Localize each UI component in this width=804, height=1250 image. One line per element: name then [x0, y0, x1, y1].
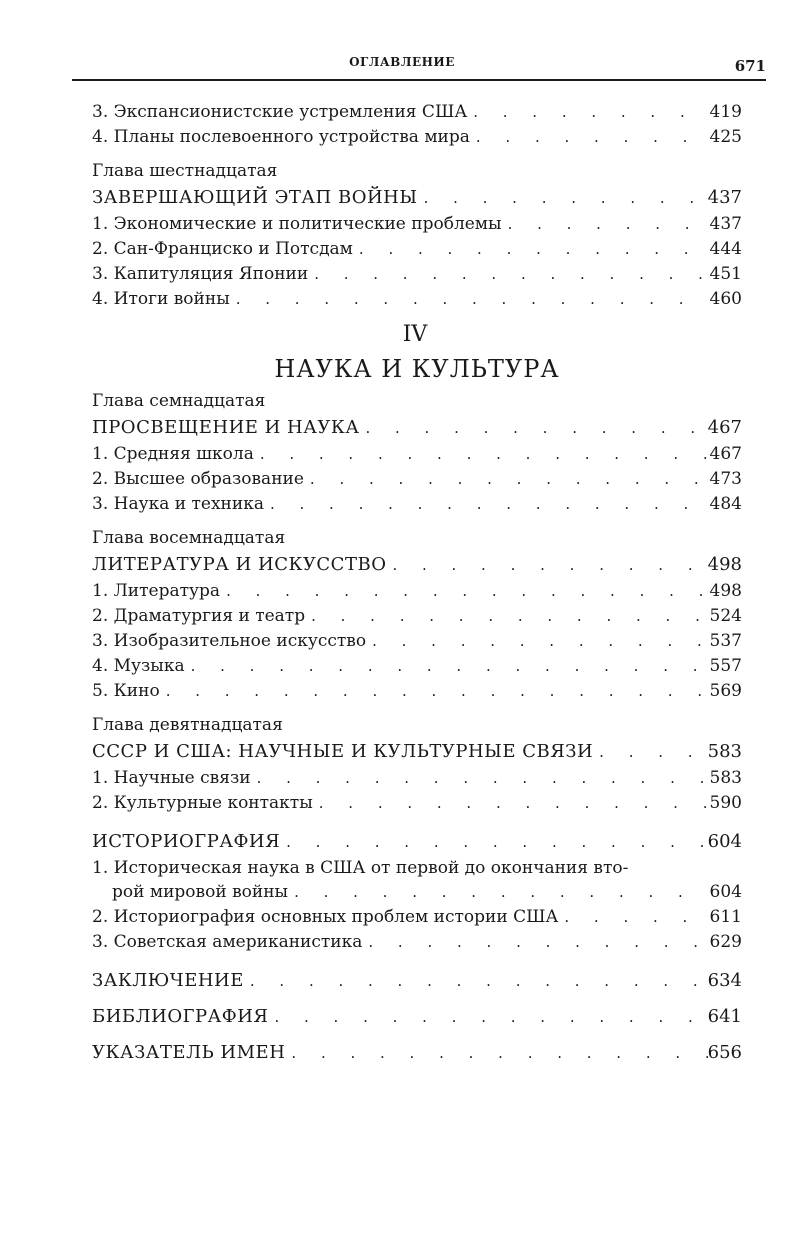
dot-leader — [308, 262, 708, 287]
entry-title: 5. Кино — [92, 681, 160, 701]
chapter-heading[interactable] — [92, 184, 742, 212]
entry-title: 1. Экономические и политические проблемы — [92, 214, 502, 234]
entry-page: 604 — [707, 831, 742, 852]
section-title: ИСТОРИОГРАФИЯ — [92, 831, 281, 852]
entry-page: 460 — [709, 289, 742, 309]
section-heading[interactable] — [92, 1003, 742, 1031]
toc-entry[interactable] — [92, 492, 742, 517]
chapter-label: Глава семнадцатая — [92, 391, 266, 411]
toc-entry[interactable] — [92, 467, 742, 492]
chapter-heading[interactable] — [92, 738, 742, 766]
dot-leader — [280, 828, 708, 856]
entry-title: 3. Капитуляция Японии — [92, 264, 309, 284]
entry-page: 451 — [709, 264, 742, 284]
dot-leader — [593, 738, 707, 766]
dot-leader — [362, 930, 708, 955]
dot-leader — [268, 1003, 707, 1031]
chapter-title: ЗАВЕРШАЮЩИЙ ЭТАП ВОЙНЫ — [92, 187, 418, 208]
part-title: НАУКА И КУЛЬТУРА — [274, 355, 560, 383]
entry-title: 3. Советская американистика — [92, 932, 363, 952]
section-heading[interactable] — [92, 1039, 742, 1067]
dot-leader — [386, 551, 707, 579]
entry-title: 4. Итоги войны — [92, 289, 230, 309]
running-header-title: ОГЛАВЛЕНИЕ — [349, 55, 455, 69]
dot-leader — [230, 287, 708, 312]
dot-leader — [264, 492, 708, 517]
entry-page: 419 — [709, 102, 742, 122]
toc-entry[interactable] — [92, 629, 742, 654]
toc-entry-line[interactable]: 1. Историческая наука в США от первой до окончания вто- — [92, 858, 629, 878]
entry-page: 629 — [709, 932, 742, 952]
entry-page: 524 — [709, 606, 742, 626]
part-number: IV — [402, 322, 428, 347]
entry-page: 569 — [709, 681, 742, 701]
entry-title: 4. Планы послевоенного устройства мира — [92, 127, 470, 147]
section-heading[interactable] — [92, 828, 742, 856]
chapter-title: СССР И США: НАУЧНЫЕ И КУЛЬТУРНЫЕ СВЯЗИ — [92, 741, 594, 762]
toc-entry[interactable] — [92, 766, 742, 791]
entry-page: 611 — [709, 907, 742, 927]
dot-leader — [558, 905, 708, 930]
dot-leader — [254, 442, 708, 467]
entry-title: рой мировой войны — [112, 882, 289, 902]
entry-title: 1. Средняя школа — [92, 444, 254, 464]
toc-entry[interactable] — [92, 905, 742, 930]
toc-entry[interactable] — [92, 442, 742, 467]
dot-leader — [220, 579, 708, 604]
dot-leader — [244, 967, 708, 995]
section-title: УКАЗАТЕЛЬ ИМЕН — [92, 1042, 286, 1063]
table-of-contents — [92, 100, 742, 1067]
entry-page: 444 — [709, 239, 742, 259]
dot-leader — [305, 604, 708, 629]
chapter-label: Глава шестнадцатая — [92, 161, 278, 181]
toc-entry[interactable] — [92, 679, 742, 704]
entry-title: 3. Изобразительное искусство — [92, 631, 367, 651]
chapter-label: Глава восемнадцатая — [92, 528, 286, 548]
entry-page: 604 — [709, 882, 742, 902]
toc-entry[interactable] — [92, 237, 742, 262]
entry-page: 467 — [709, 444, 742, 464]
entry-page: 425 — [709, 127, 742, 147]
entry-title: 1. Научные связи — [92, 768, 251, 788]
entry-page: 656 — [707, 1042, 742, 1063]
dot-leader — [366, 629, 708, 654]
chapter-title: ПРОСВЕЩЕНИЕ И НАУКА — [92, 417, 360, 438]
toc-entry[interactable] — [92, 100, 742, 125]
section-title: ЗАКЛЮЧЕНИЕ — [92, 970, 244, 991]
entry-title: 3. Экспансионистские устремления США — [92, 102, 468, 122]
dot-leader — [418, 184, 708, 212]
entry-page: 641 — [707, 1006, 742, 1027]
dot-leader — [470, 125, 708, 150]
section-heading[interactable] — [92, 967, 742, 995]
entry-title: 2. Сан-Франциско и Потсдам — [92, 239, 353, 259]
dot-leader — [251, 766, 708, 791]
dot-leader — [185, 654, 708, 679]
entry-page: 537 — [709, 631, 742, 651]
entry-page: 437 — [709, 214, 742, 234]
entry-page: 467 — [707, 417, 742, 438]
entry-title: 3. Наука и техника — [92, 494, 264, 514]
entry-title: 2. Высшее образование — [92, 469, 304, 489]
chapter-label: Глава девятнадцатая — [92, 715, 283, 735]
toc-entry[interactable] — [92, 930, 742, 955]
entry-page: 498 — [707, 554, 742, 575]
entry-title: 2. Драматургия и театр — [92, 606, 306, 626]
entry-title: 1. Литература — [92, 581, 221, 601]
toc-entry[interactable] — [92, 287, 742, 312]
dot-leader — [304, 467, 708, 492]
toc-entry[interactable] — [92, 125, 742, 150]
entry-page: 557 — [709, 656, 742, 676]
page-number: 671 — [734, 57, 766, 75]
toc-entry[interactable] — [92, 579, 742, 604]
entry-title: 2. Культурные контакты — [92, 793, 313, 813]
dot-leader — [502, 212, 708, 237]
entry-page: 583 — [707, 741, 742, 762]
entry-page: 590 — [709, 793, 742, 813]
toc-entry[interactable] — [92, 262, 742, 287]
entry-page: 583 — [709, 768, 742, 788]
entry-page: 634 — [707, 970, 742, 991]
entry-title: 4. Музыка — [92, 656, 185, 676]
toc-entry[interactable] — [92, 654, 742, 679]
chapter-title: ЛИТЕРАТУРА И ИСКУССТВО — [92, 554, 387, 575]
entry-page: 498 — [709, 581, 742, 601]
dot-leader — [313, 791, 708, 816]
dot-leader — [467, 100, 708, 125]
dot-leader — [353, 237, 708, 262]
entry-page: 437 — [707, 187, 742, 208]
header-rule — [72, 79, 766, 81]
chapter-heading[interactable] — [92, 551, 742, 579]
chapter-heading[interactable] — [92, 414, 742, 442]
entry-page: 484 — [709, 494, 742, 514]
toc-entry[interactable] — [92, 791, 742, 816]
toc-entry[interactable] — [92, 880, 742, 905]
entry-page: 473 — [709, 469, 742, 489]
toc-entry[interactable] — [92, 212, 742, 237]
dot-leader — [160, 679, 708, 704]
dot-leader — [288, 880, 708, 905]
entry-title: 2. Историография основных проблем истории США — [92, 907, 559, 927]
dot-leader — [359, 414, 707, 442]
section-title: БИБЛИОГРАФИЯ — [92, 1006, 269, 1027]
toc-entry[interactable] — [92, 604, 742, 629]
dot-leader — [285, 1039, 707, 1067]
